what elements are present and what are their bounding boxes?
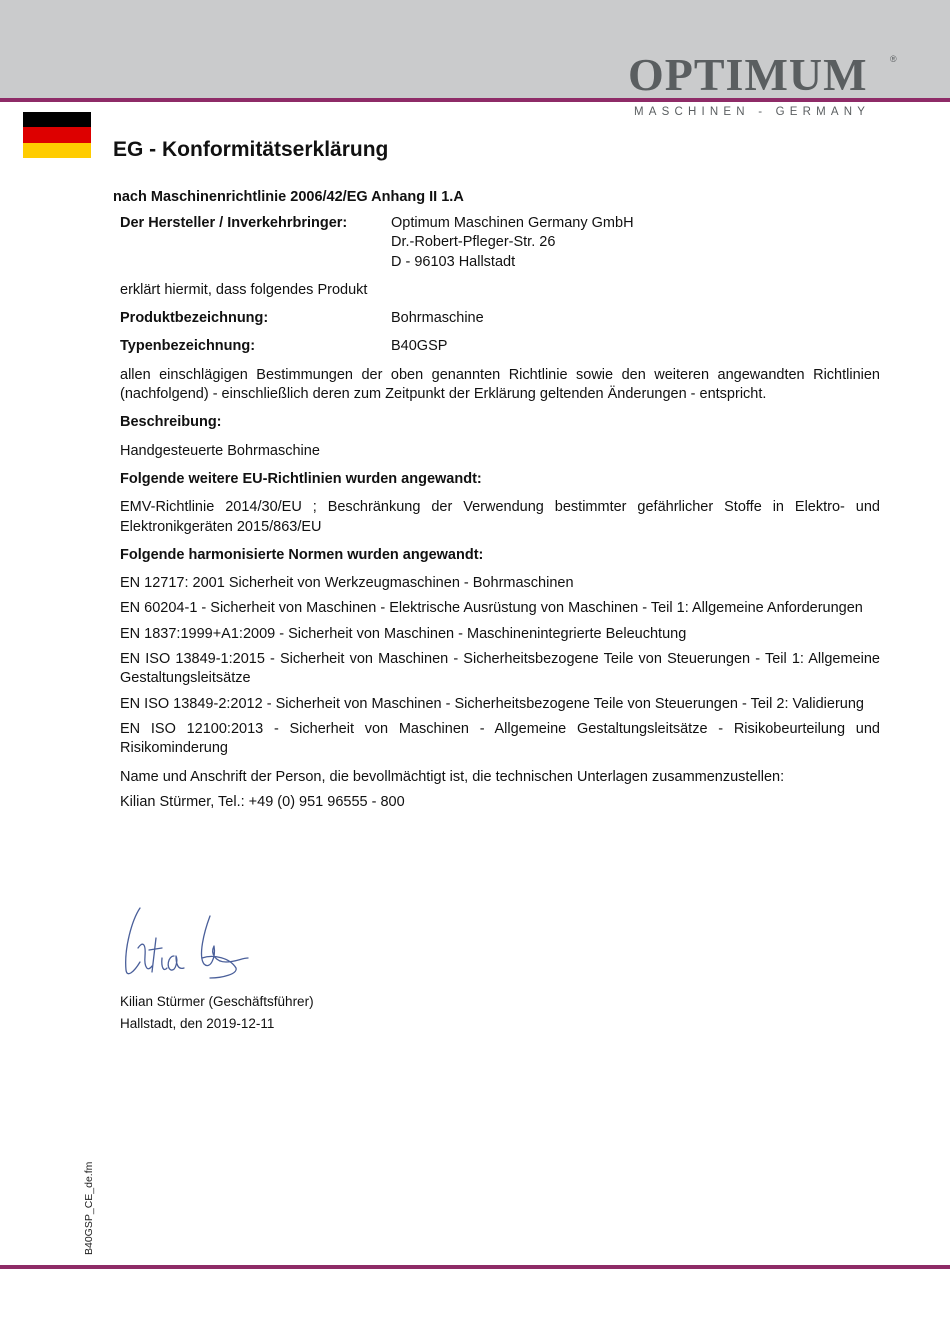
handwritten-signature [118,898,258,986]
logo-registered-mark: ® [890,54,897,64]
declaration-body [120,214,880,812]
flag-stripe-gold [23,143,91,158]
page-title: EG - Konformitätserklärung [113,138,389,161]
compliance-text: allen einschlägigen Bestimmungen der oben genannten Richtlinie sowie den weiteren angewandten Richtlinien (nachfolgend) - einschließlich deren zum Zeitpunkt der Erklärung geltenden Änderungen - entspricht. [120,366,880,403]
place-and-date: Hallstadt, den 2019-12-11 [120,1016,275,1031]
eu-directives-text: EMV-Richtlinie 2014/30/EU ; Beschränkung der Verwendung bestimmter gefährlicher Stoffe in Elektro- und Elektronikgeräten 2015/863/EU [120,499,880,535]
manufacturer-address [391,214,634,272]
standard-item: EN 12717: 2001 Sicherheit von Werkzeugmaschinen - Bohrmaschinen [120,575,574,592]
product-value: Bohrmaschine [391,310,484,327]
manufacturer-line: D - 96103 Hallstadt [391,253,516,270]
signature-block [120,991,314,1035]
description-heading: Beschreibung: [120,414,222,431]
directive-reference: nach Maschinenrichtlinie 2006/42/EG Anhang II 1.A [113,189,464,205]
flag-stripe-red [23,127,91,142]
standard-item: EN ISO 13849-1:2015 - Sicherheit von Maschinen - Sicherheitsbezogene Teile von Steuerungen - Teil 1: Allgemeine Gestaltungsleitsätze [120,651,880,687]
flag-stripe-black [23,112,91,127]
eu-directives-heading: Folgende weitere EU-Richtlinien wurden angewandt: [120,470,482,487]
type-row [120,337,880,356]
product-label: Produktbezeichnung: [120,310,269,327]
standard-item: EN 60204-1 - Sicherheit von Maschinen - Elektrische Ausrüstung von Maschinen - Teil 1: Allgemeine Anforderungen [120,600,863,617]
manufacturer-line: Optimum Maschinen Germany GmbH [391,215,634,231]
footer-filename: B40GSP_CE_de.fm [83,1161,95,1255]
logo-subtitle: MASCHINEN - GERMANY [634,106,871,118]
manufacturer-row [120,214,880,272]
manufacturer-line: Dr.-Robert-Pfleger-Str. 26 [391,234,556,251]
product-row [120,309,880,328]
description-text: Handgesteuerte Bohrmaschine [120,442,320,459]
standard-item: EN ISO 12100:2013 - Sicherheit von Maschinen - Allgemeine Gestaltungsleitsätze - Risikobeurteilung und Risikominderung [120,720,880,757]
logo-wordmark: OPTIMUM [628,49,868,100]
type-value: B40GSP [391,338,448,355]
standard-item: EN 1837:1999+A1:2009 - Sicherheit von Maschinen - Maschinenintegrierte Beleuchtung [120,625,687,642]
german-flag-icon [23,112,91,158]
documentation-person-contact: Kilian Stürmer, Tel.: +49 (0) 951 96555 - 800 [120,793,405,810]
footer-rule [0,1265,950,1269]
declares-text: erklärt hiermit, dass folgendes Produkt [120,281,368,298]
manufacturer-label: Der Hersteller / Inverkehrbringer: [120,215,348,231]
signatory-name: Kilian Stürmer (Geschäftsführer) [120,994,314,1009]
standards-heading: Folgende harmonisierte Normen wurden angewandt: [120,546,484,563]
type-label: Typenbezeichnung: [120,338,256,355]
documentation-person-text: Name und Anschrift der Person, die bevollmächtigt ist, die technischen Unterlagen zusammenzustellen: [120,768,785,785]
standard-item: EN ISO 13849-2:2012 - Sicherheit von Maschinen - Sicherheitsbezogene Teile von Steuerungen - Teil 2: Validierung [120,695,864,712]
